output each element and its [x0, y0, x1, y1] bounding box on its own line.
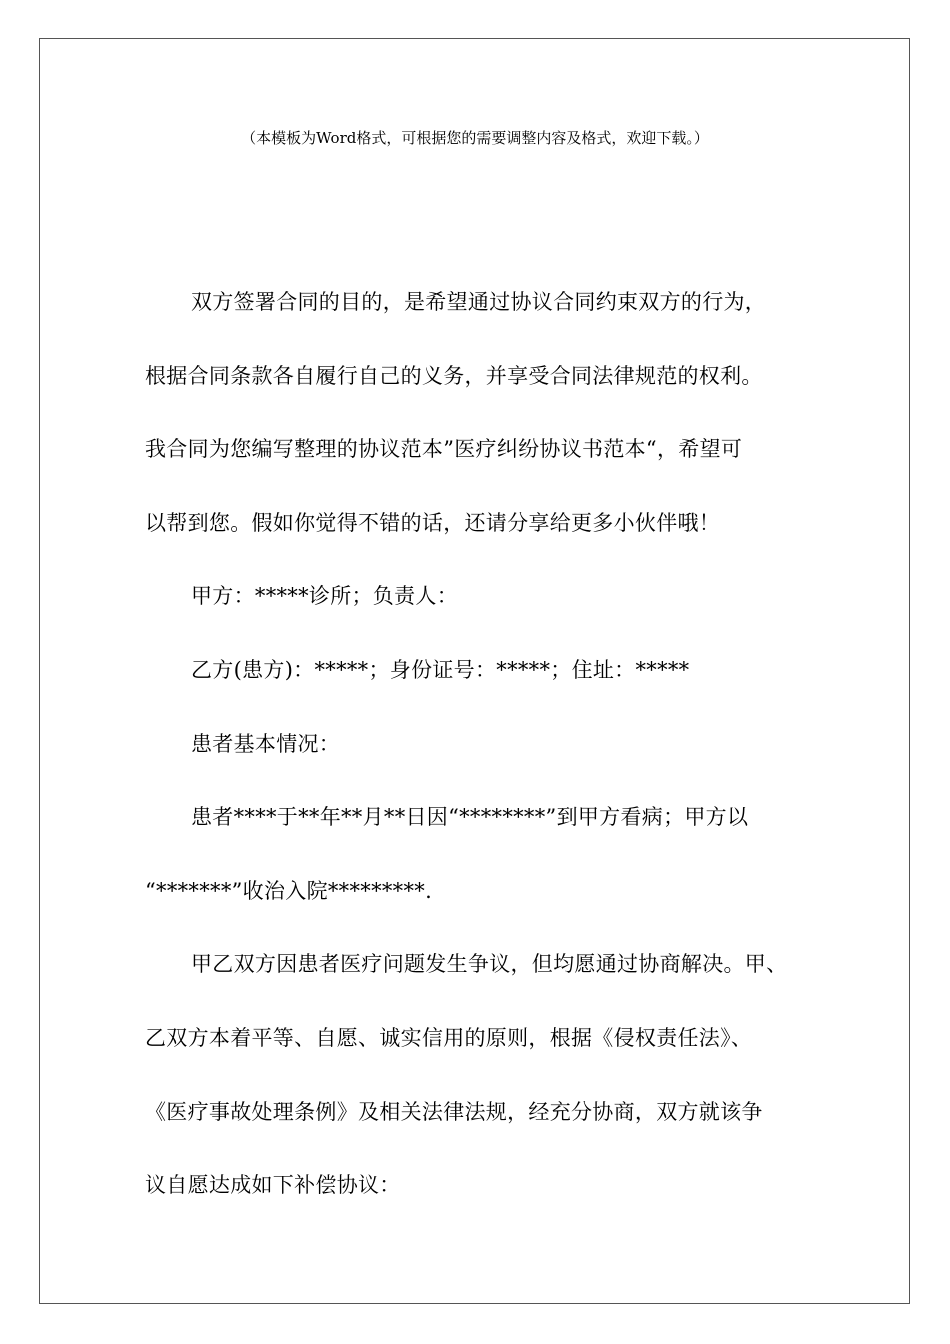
body-line: 根据合同条款各自履行自己的义务，并享受合同法律规范的权利。: [145, 363, 763, 388]
body-line: “*******”收治入院*********.: [145, 878, 433, 903]
body-line: 我合同为您编写整理的协议范本”医疗纠纷协议书范本“，希望可: [145, 437, 743, 462]
template-notice: （本模板为Word格式，可根据您的需要调整内容及格式，欢迎下载。）: [241, 129, 709, 147]
body-line: 以帮到您。假如你觉得不错的话，还请分享给更多小伙伴哦！: [145, 510, 721, 535]
body-line: 乙方(患方)：*****；身份证号：*****；住址：*****: [191, 657, 690, 682]
body-line: 患者基本情况：: [191, 731, 341, 756]
body-line: 甲方：*****诊所；负责人：: [191, 584, 458, 609]
body-line: 《医疗事故处理条例》及相关法律法规，经充分协商，双方就该争: [145, 1099, 763, 1124]
body-line: 双方签署合同的目的，是希望通过协议合同约束双方的行为，: [191, 290, 767, 314]
body-line: 甲乙双方因患者医疗问题发生争议，但均愿通过协商解决。甲、: [191, 952, 788, 977]
body-line: 乙双方本着平等、自愿、诚实信用的原则，根据《侵权责任法》、: [145, 1025, 753, 1050]
document-body: [145, 266, 817, 1223]
body-line: 患者****于**年**月**日因“********”到甲方看病；甲方以: [191, 805, 749, 830]
body-line: 议自愿达成如下补偿协议：: [145, 1173, 401, 1198]
